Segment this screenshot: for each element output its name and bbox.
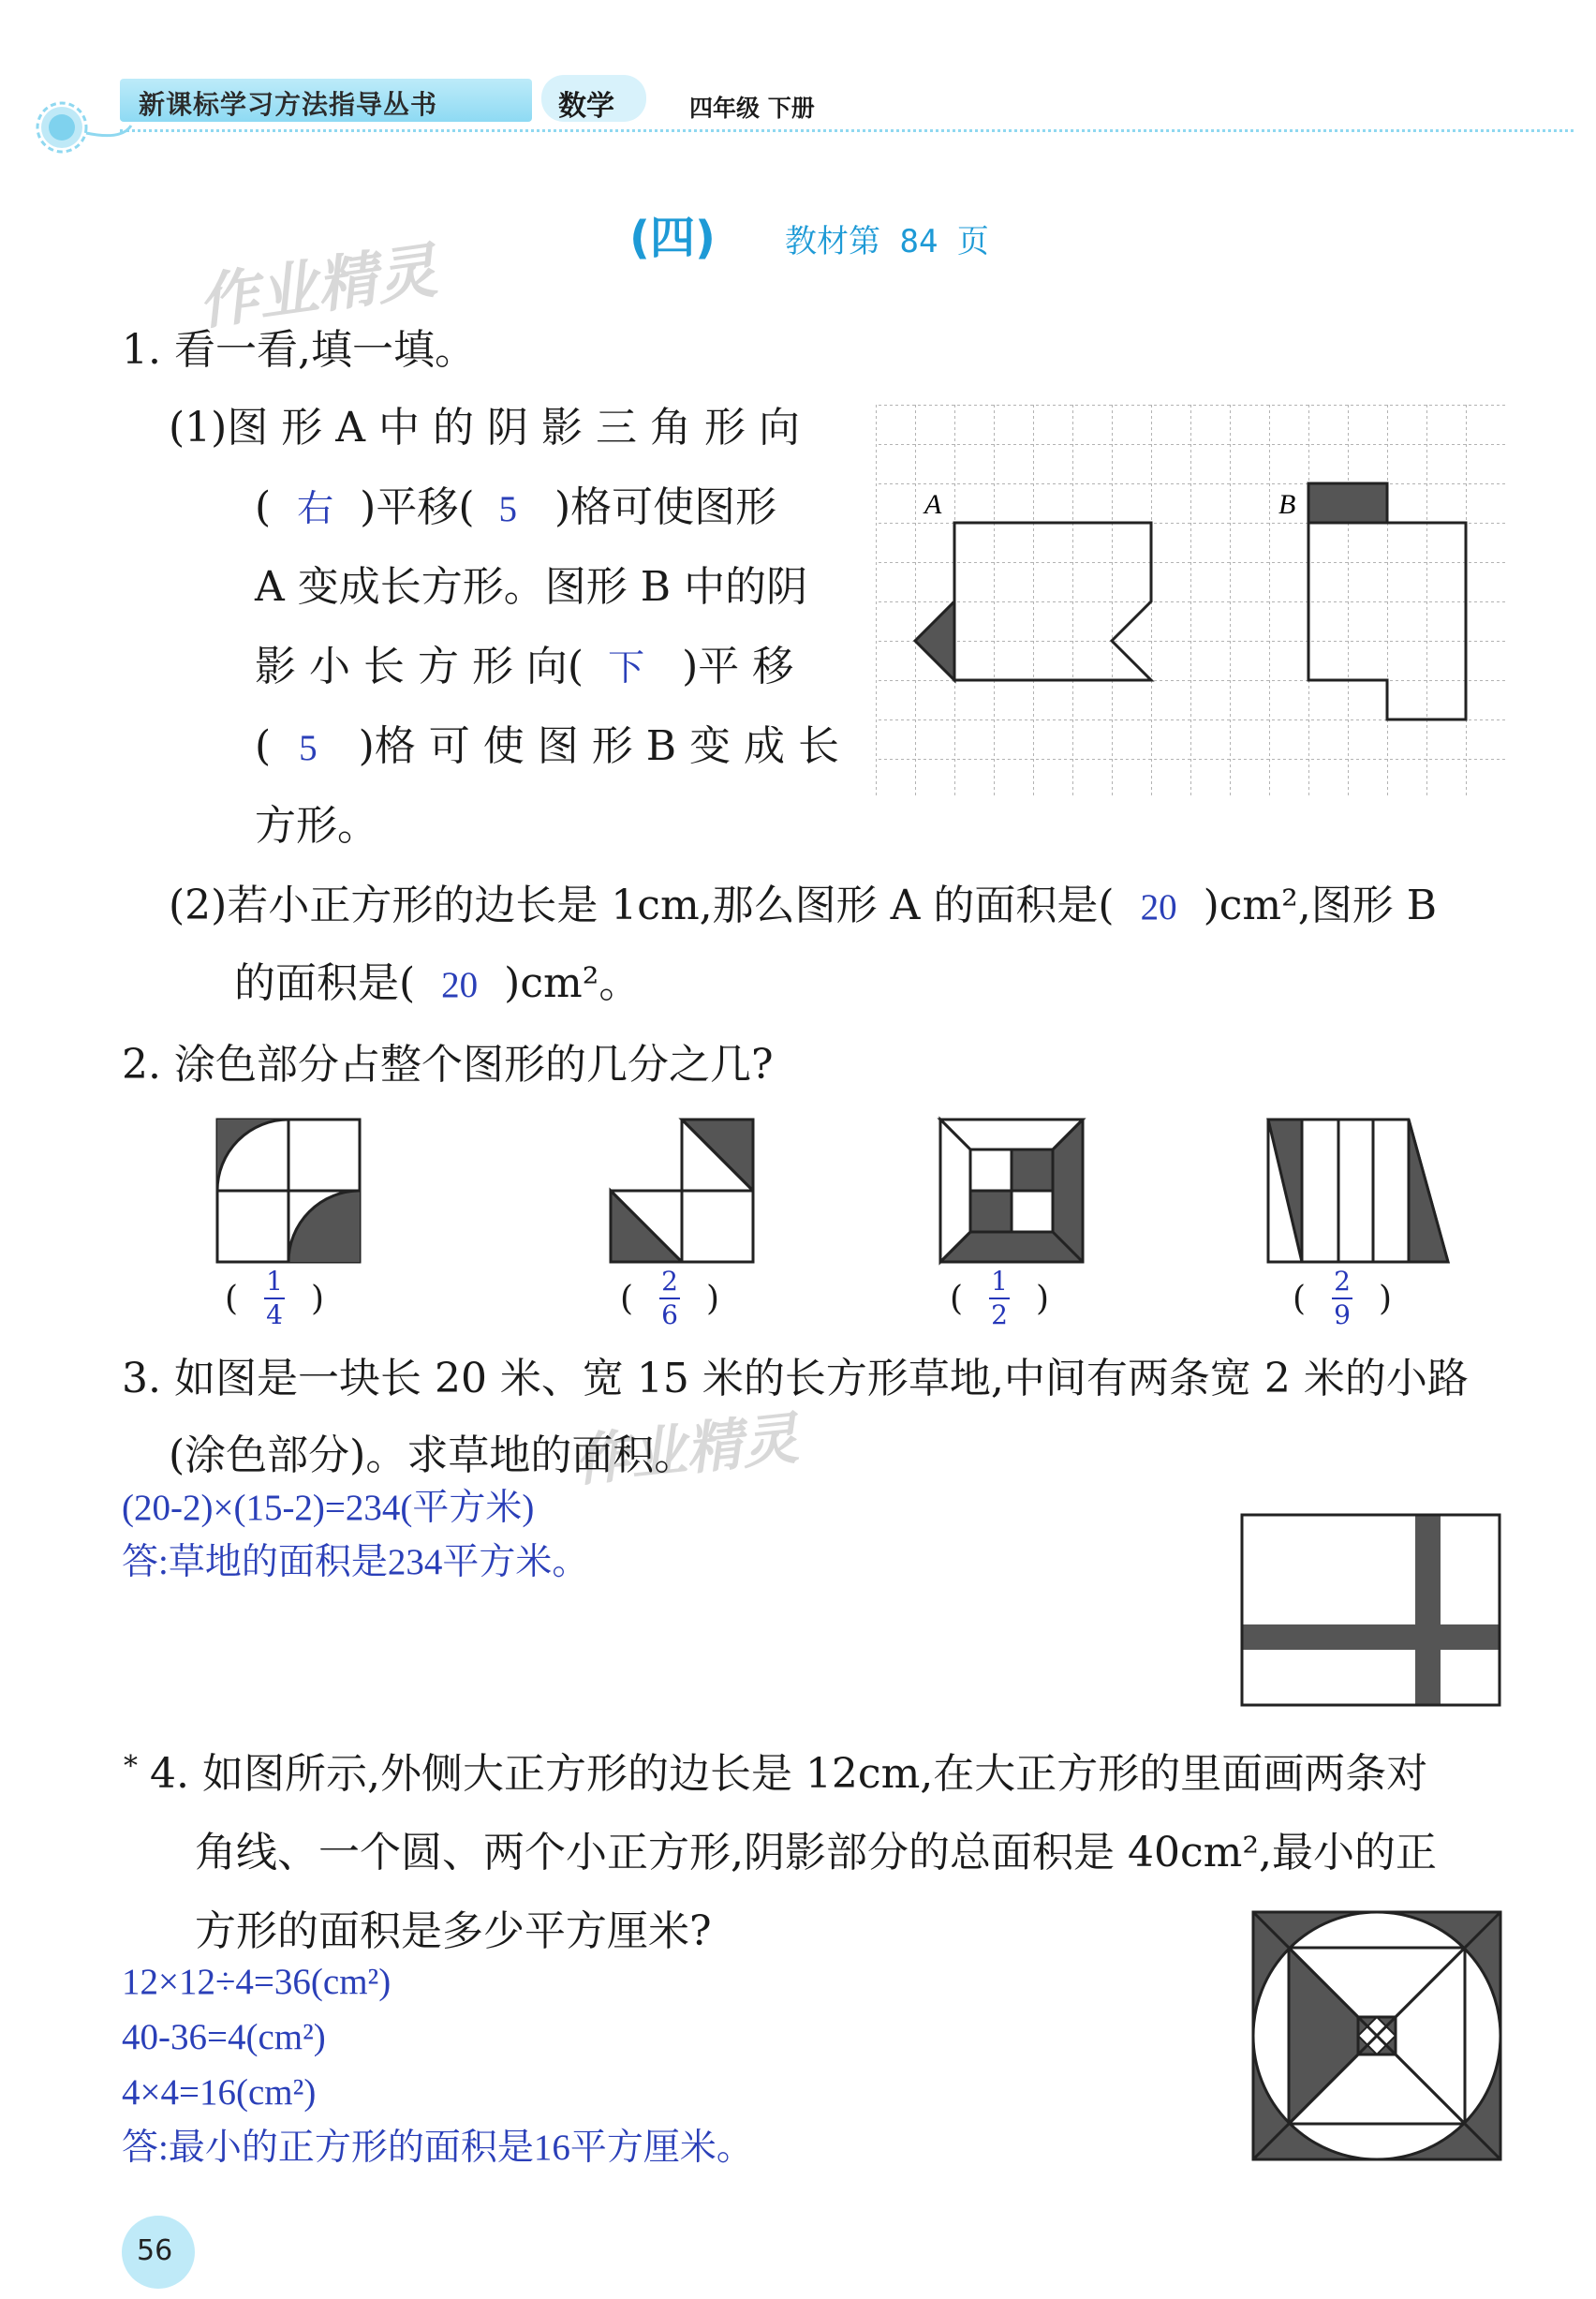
q1-answer-area-a: 20 [1140,887,1177,927]
header-series-title: 新课标学习方法指导丛书 [139,89,438,120]
q2-figure-3 [940,1120,1090,1269]
q2-figure-4 [1268,1120,1456,1269]
q1-text-shift: )平移( [347,483,475,531]
q1-p1-line2 [255,483,777,531]
q1-text-grid-move: )格可使图形 [541,483,777,531]
q2-a4-num: 2 [1334,1266,1351,1297]
q2-answer-1: ( $\frac{1}{4}$ ) [225,1266,325,1330]
q1-p2-text-c: 的面积是( [234,959,416,1007]
q2-a4-den: 9 [1334,1299,1351,1330]
q2-title: 2. 涂色部分占整个图形的几分之几? [122,1041,774,1089]
q2-a2-num: 2 [661,1266,678,1297]
q1-answer-steps-b: 5 [299,728,318,768]
q1-answer-direction-a: 右 [297,489,334,529]
q1-p1-line4 [255,643,794,690]
q1-p2-text-d: )cm²。 [504,959,641,1007]
q2-answer-3: ( $\frac{1}{2}$ ) [950,1266,1050,1330]
q4-line3: 方形的面积是多少平方厘米? [195,1907,712,1955]
q1-p1-line6: 方形。 [255,802,378,850]
q2-figure-2 [611,1120,761,1269]
q1-text-small-rect: 影 小 长 方 形 向( [255,643,584,690]
q1-open-paren-b: ( [255,722,272,770]
q2-fig4-shaded-right [1409,1120,1448,1262]
q3-lawn-figure [1242,1515,1504,1712]
q1-p2-line2 [234,959,641,1007]
q2-a3-den: 2 [991,1299,1008,1330]
header-series-banner [120,79,532,122]
q3-title-2: (涂色部分)。求草地的面积。 [169,1431,696,1479]
q1-grid [876,405,1505,798]
q3-work-line2: 答:草地的面积是234平方米。 [122,1542,589,1582]
section-textbook-ref: 教材第 84 页 [785,223,989,260]
q1-text-shift-b: )平 移 [669,643,794,690]
q4-work-line4: 答:最小的正方形的面积是16平方厘米。 [122,2128,753,2168]
q1-grid-figure [876,405,1475,808]
q1-p2-line1 [169,882,1438,929]
q1-title: 1. 看一看,填一填。 [122,326,476,374]
q4-star: * [124,1750,138,1783]
q4-square-circle-figure [1253,1912,1506,2165]
header-rule [120,129,1574,132]
q1-label-b: B [1278,489,1296,520]
q1-open-paren: ( [255,483,285,531]
watermark-mid: 作业精灵 [570,1405,802,1495]
q2-a3-num: 1 [991,1266,1008,1297]
q2-a2-den: 6 [661,1299,678,1330]
q1-answer-area-b: 20 [441,965,479,1005]
q4-line2: 角线、一个圆、两个小正方形,阴影部分的总面积是 40cm²,最小的正 [195,1829,1437,1876]
header [28,66,1574,150]
q1-p1-line3: A 变成长方形。图形 B 中的阴 [255,563,808,611]
q1-p1-line1: (1)图 形 A 中 的 阴 影 三 角 形 向 [169,404,800,452]
q1-answer-direction-b: 下 [608,648,645,689]
q1-label-a: A [924,489,942,520]
watermark-top: 作业精灵 [193,236,441,339]
q1-answer-steps-a: 5 [498,489,517,529]
q1-p1-line5 [255,722,840,770]
q3-horizontal-path [1242,1624,1500,1650]
q1-text-becomes: )格 可 使 图 形 B 变 成 长 [345,722,840,770]
q4-line1: 4. 如图所示,外侧大正方形的边长是 12cm,在大正方形的里面画两条对 [150,1750,1428,1798]
q2-figure-1 [217,1120,367,1269]
q1-p2-text-a: (2)若小正方形的边长是 1cm,那么图形 A 的面积是( [169,882,1115,929]
q2-answer-2: ( $\frac{2}{6}$ ) [620,1266,720,1330]
q3-work-line1: (20-2)×(15-2)=234(平方米) [122,1488,535,1528]
q4-work-line2: 40-36=4(cm²) [122,2017,326,2057]
page-number-badge [122,2216,195,2289]
q2-answer-4: ( $\frac{2}{9}$ ) [1293,1266,1393,1330]
q3-title: 3. 如图是一块长 20 米、宽 15 米的长方形草地,中间有两条宽 2 米的小路 [122,1355,1469,1402]
header-subject-badge [541,75,646,122]
section-number: (四) [629,212,716,264]
header-subject: 数学 [558,90,614,123]
header-grade: 四年级 下册 [689,95,815,122]
page-number: 56 [137,2234,173,2267]
q1-shape-b-shaded-rect [1308,483,1387,523]
q2-a1-num: 1 [266,1266,283,1297]
q3-vertical-path [1415,1515,1441,1705]
q2-a1-den: 4 [266,1299,283,1330]
q1-p2-text-b: )cm²,图形 B [1203,882,1438,929]
q4-work-line1: 12×12÷4=36(cm²) [122,1962,392,2002]
q4-work-line3: 4×4=16(cm²) [122,2072,317,2113]
